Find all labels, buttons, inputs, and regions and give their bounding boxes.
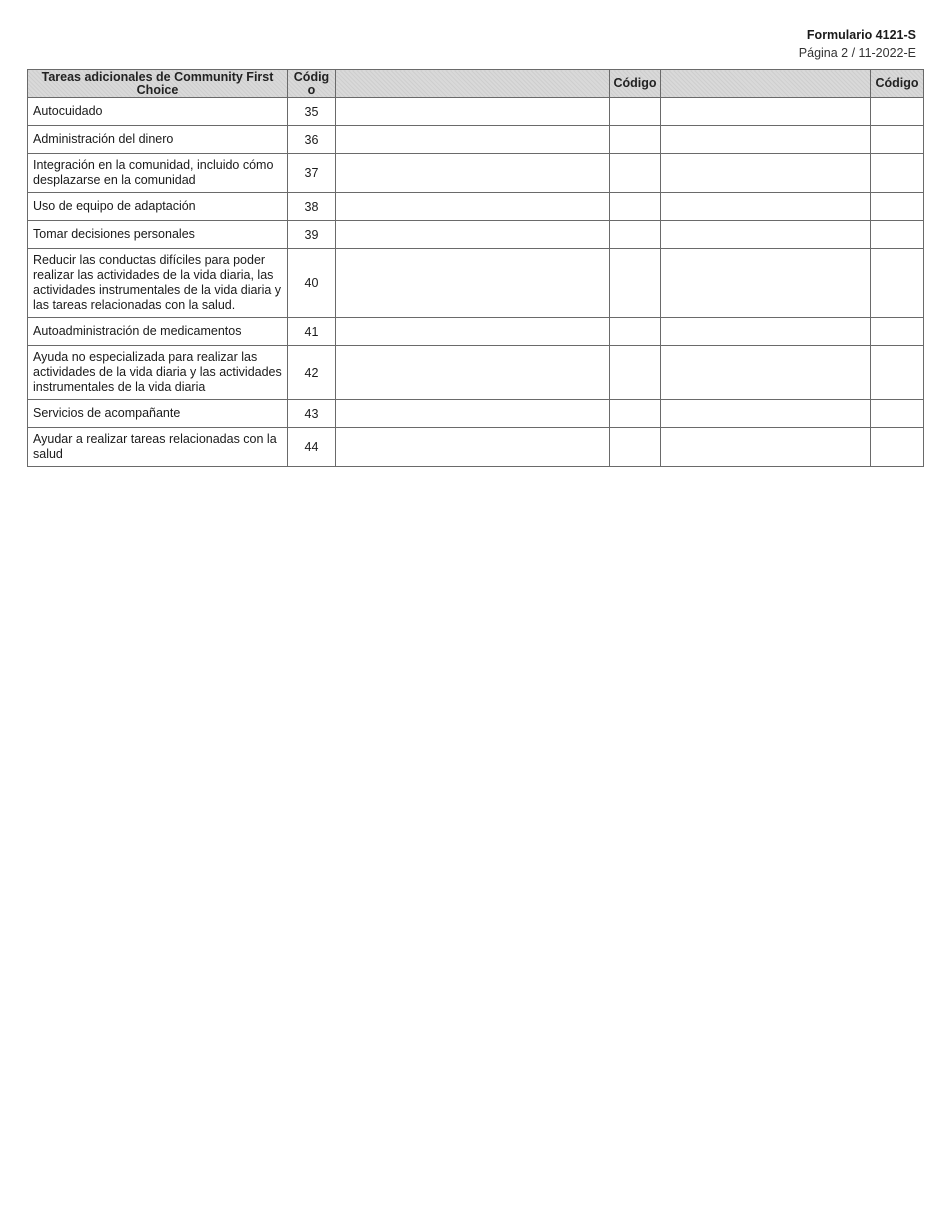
code-cell[interactable] [871,318,924,346]
task-name: Uso de equipo de adaptación [28,193,288,221]
blank-cell[interactable] [336,428,610,467]
blank-cell[interactable] [336,318,610,346]
header-blank-1 [336,70,610,98]
blank-cell[interactable] [661,193,871,221]
code-cell[interactable] [610,154,661,193]
table-header-row [28,70,924,98]
task-code: 39 [288,221,336,249]
task-name: Administración del dinero [28,126,288,154]
table-row [28,126,924,154]
table-row [28,98,924,126]
page-header [799,26,916,62]
code-cell[interactable] [871,400,924,428]
blank-cell[interactable] [336,249,610,318]
task-name: Ayudar a realizar tareas relacionadas con la salud [28,428,288,467]
blank-cell[interactable] [661,346,871,400]
form-title: Formulario 4121-S [806,28,916,42]
tasks-table [27,69,924,467]
blank-cell[interactable] [661,221,871,249]
code-cell[interactable] [871,346,924,400]
table-row [28,221,924,249]
table-row [28,249,924,318]
task-name: Tomar decisiones personales [28,221,288,249]
blank-cell[interactable] [336,221,610,249]
task-code: 42 [288,346,336,400]
code-cell[interactable] [871,428,924,467]
task-code: 36 [288,126,336,154]
task-code: 41 [288,318,336,346]
task-name: Integración en la comunidad, incluido cómo desplazarse en la comunidad [28,154,288,193]
blank-cell[interactable] [661,428,871,467]
table-row [28,346,924,400]
blank-cell[interactable] [661,98,871,126]
task-code: 43 [288,400,336,428]
task-code: 44 [288,428,336,467]
blank-cell[interactable] [336,193,610,221]
code-cell[interactable] [610,249,661,318]
code-cell[interactable] [610,400,661,428]
task-name: Ayuda no especializada para realizar las actividades de la vida diaria y las actividades instrumentales de la vida diaria [28,346,288,400]
task-name: Reducir las conductas difíciles para poder realizar las actividades de la vida diaria, las actividades instrumentales de la vida diaria y las tareas relacionadas con la salud. [28,249,288,318]
task-code: 37 [288,154,336,193]
code-cell[interactable] [610,126,661,154]
task-code: 38 [288,193,336,221]
blank-cell[interactable] [336,126,610,154]
blank-cell[interactable] [336,98,610,126]
page-info: Página 2 / 11-2022-E [798,46,916,60]
blank-cell[interactable] [336,400,610,428]
code-cell[interactable] [871,249,924,318]
code-cell[interactable] [610,318,661,346]
task-code: 40 [288,249,336,318]
header-code-3: Código [871,70,924,98]
blank-cell[interactable] [661,318,871,346]
code-cell[interactable] [610,98,661,126]
code-cell[interactable] [871,193,924,221]
blank-cell[interactable] [661,126,871,154]
table-row [28,154,924,193]
code-cell[interactable] [610,221,661,249]
code-cell[interactable] [610,193,661,221]
table-row [28,318,924,346]
task-code: 35 [288,98,336,126]
code-cell[interactable] [871,98,924,126]
code-cell[interactable] [871,154,924,193]
code-cell[interactable] [871,126,924,154]
header-task: Tareas adicionales de Community First Choice [28,70,288,98]
code-cell[interactable] [610,428,661,467]
table-row [28,428,924,467]
header-blank-2 [661,70,871,98]
header-code-2: Código [610,70,661,98]
task-name: Autocuidado [28,98,288,126]
blank-cell[interactable] [661,400,871,428]
blank-cell[interactable] [661,249,871,318]
blank-cell[interactable] [661,154,871,193]
blank-cell[interactable] [336,154,610,193]
task-name: Servicios de acompañante [28,400,288,428]
code-cell[interactable] [871,221,924,249]
header-code: Código [288,70,336,98]
task-name: Autoadministración de medicamentos [28,318,288,346]
code-cell[interactable] [610,346,661,400]
blank-cell[interactable] [336,346,610,400]
table-row [28,193,924,221]
table-row [28,400,924,428]
